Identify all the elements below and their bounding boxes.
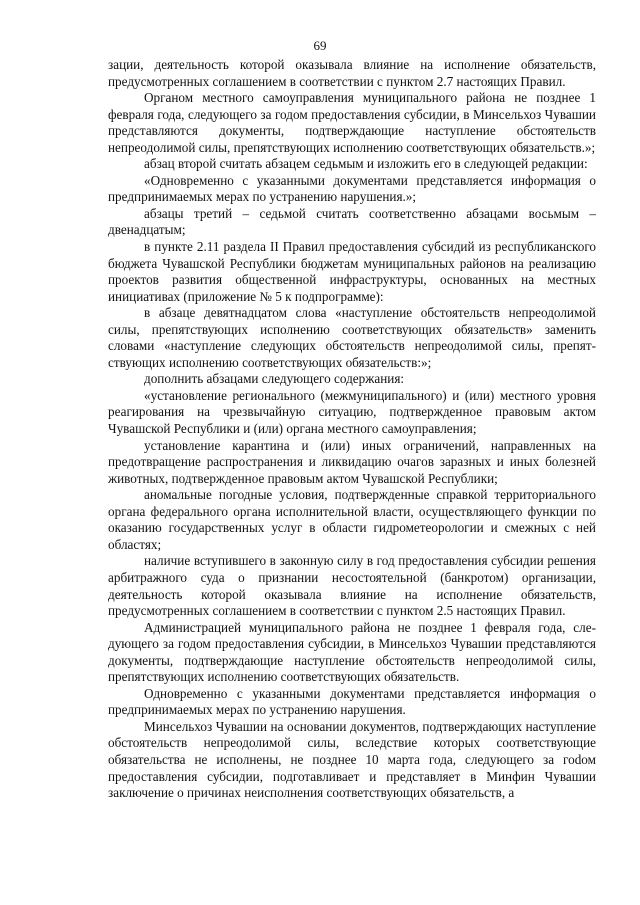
paragraph: Минсельхоз Чувашии на основании документов, подтверждающих наступление обстоятельств непреодолимой силы, вследствие которых соответствующие обязательства не исполнены, не позднее 10 марта года, следующего за гоdом предоставления субсидии, подготавливает и представляет в Минфин Чувашии заключение о причинах неисполнения соответствующих обязательств, а (108, 718, 596, 801)
page-number: 69 (313, 38, 327, 53)
paragraph: абзац второй считать абзацем седьмым и изложить его в следующей редакции: (144, 156, 588, 172)
paragraph: зации, деятельность которой оказывала влияние на исполнение обязательств, предусмотренных соглашением в соответствии с пунктом 2.7 настоящих Правил. (108, 57, 596, 89)
paragraph: аномальные погодные условия, подтвержденные справкой территориального органа федерального органа исполнительной власти, осуществляющего функции по оказанию государственных услуг в области гидрометеорологии и смежных с ней областях; (108, 487, 596, 552)
paragraph: Администрацией муниципального района не позднее 1 февраля года, следующего за годом предоставления субсидии, в Минсельхоз Чувашии представляются документы, подтверждающие наступление обстоятельств непреодолимой силы, препятствующих исполнению соответствующих обязательств. (108, 619, 596, 685)
document-body (108, 57, 596, 802)
paragraph: абзацы третий – седьмой считать соответственно абзацами восьмым – двенадцатым; (108, 205, 596, 238)
paragraph: в абзаце девятнадцатом слова «наступление обстоятельств непреодолимой силы, препятствующих исполнению соответствующих обязательств» заменить словами «наступление следующих обстоятельств непреодолимой силы, препятствующих исполнению соответствующих обязательств:»; (108, 305, 596, 370)
paragraph: наличие вступившего в законную силу в год предоставления субсидии решения арбитражного суда о признании несостоятельной (банкротом) организации, деятельность которой оказывала влияние на исполнение обязательств, предусмотренных соглашением в соответствии с пунктом 2.5 настоящих Правил. (108, 553, 596, 619)
paragraph: «установление регионального (межмуниципального) и (или) местного уровня реагирования на чрезвычайную ситуацию, подтвержденное правовым актом Чувашской Республики и (или) органа местного самоуправления; (108, 387, 596, 437)
paragraph: установление карантина и (или) иных ограничений, направленных на предотвращение распространения и ликвидацию очагов заразных и иных болезней животных, подтвержденное правовым актом Чувашской Республики; (108, 437, 596, 486)
paragraph: Одновременно с указанными документами представляется информация о предпринимаемых мерах по устранению нарушения. (108, 685, 596, 718)
paragraph: дополнить абзацами следующего содержания: (144, 371, 405, 387)
paragraph: Органом местного самоуправления муниципального района не позднее 1 февраля года, следующего за годом предоставления субсидии, в Минсельхоз Чувашии представляются документы, подтверждающие наступление обстоятельств непреодолимой силы, препятствующих исполнению соответствующих обязательств.»; (108, 90, 596, 155)
paragraph: «Одновременно с указанными документами представляется информация о предпринимаемых мерах по устранению нарушения.»; (108, 172, 596, 205)
paragraph: в пункте 2.11 раздела II Правил предоставления субсидий из республиканского бюджета Чувашской Республики бюджетам муниципальных районов на реализацию проектов развития общественной инфраструктуры, основанных на местных инициативах (приложение № 5 к подпрограмме): (108, 239, 596, 304)
